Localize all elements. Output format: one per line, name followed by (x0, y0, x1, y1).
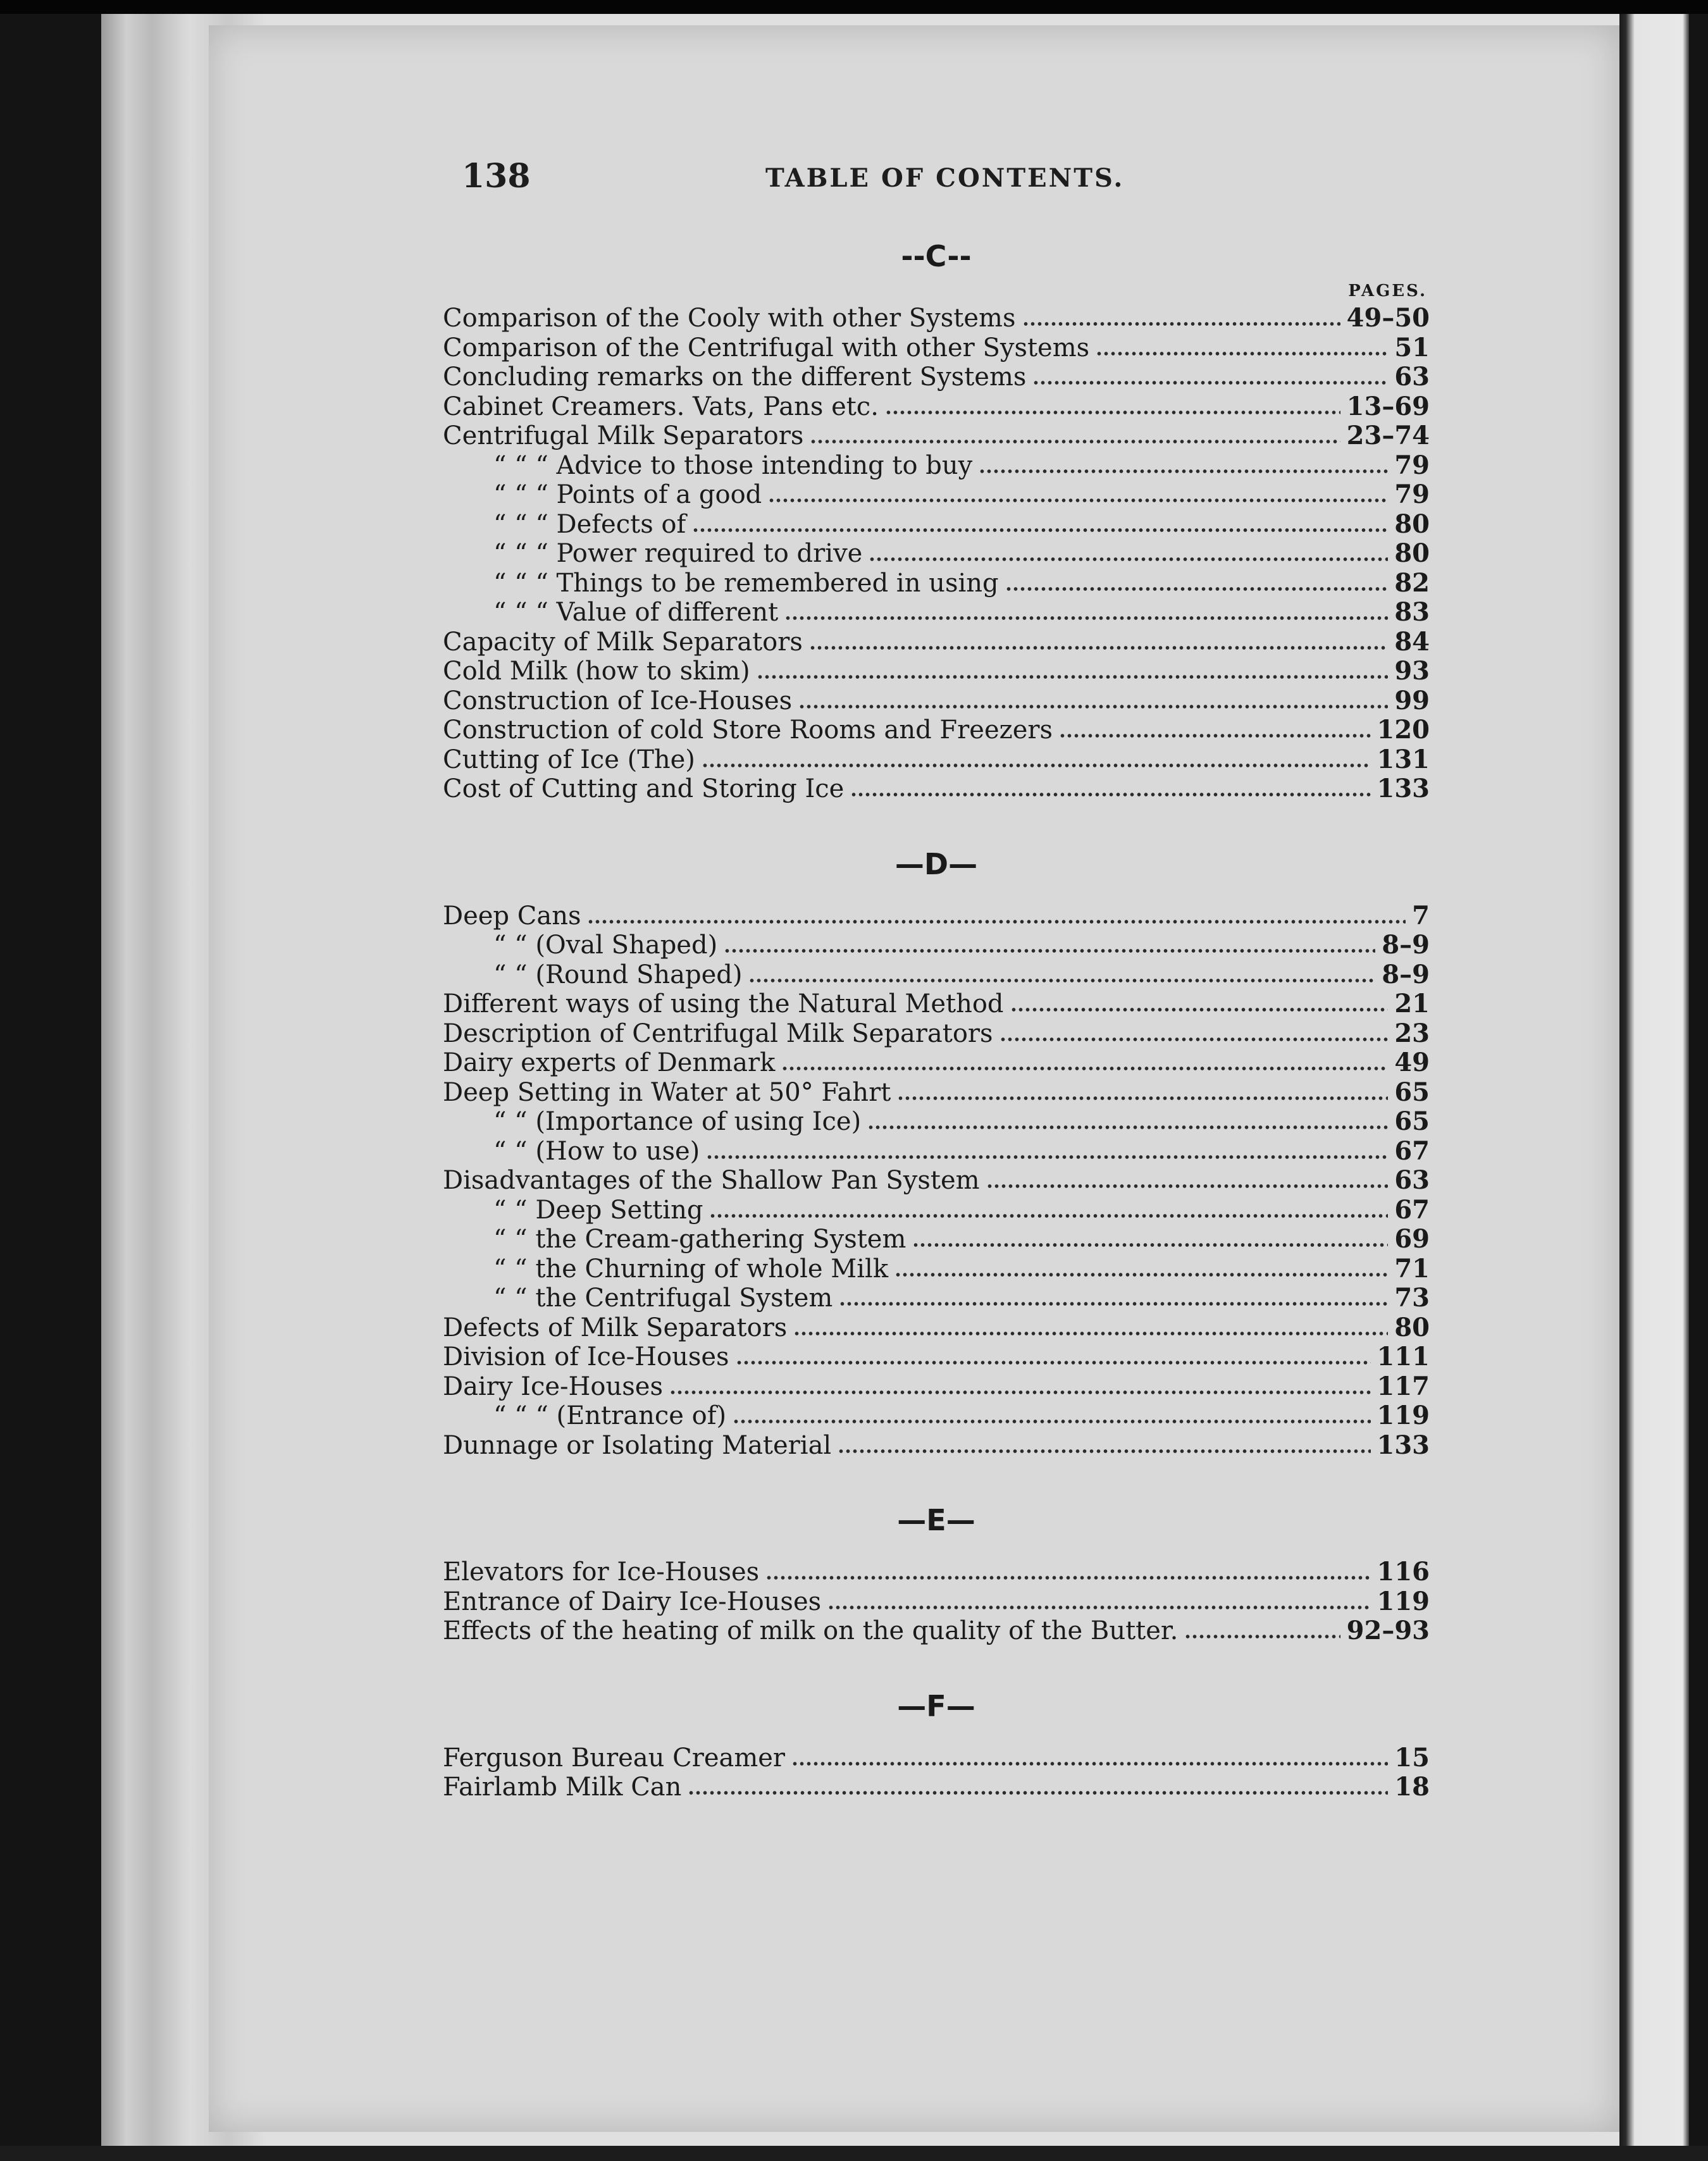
dot-leader (869, 556, 1388, 562)
toc-entry (443, 1743, 1430, 1773)
toc-entry (443, 510, 1430, 540)
toc-entry-page: 111 (1377, 1342, 1430, 1372)
dot-leader (791, 1761, 1388, 1767)
toc-entry-page: 18 (1394, 1772, 1430, 1802)
toc-entry (443, 1019, 1430, 1049)
toc-entry (443, 539, 1430, 569)
toc-entry-title: Defects of Milk Separators (443, 1313, 788, 1342)
dot-leader (867, 1124, 1388, 1130)
dot-leader (709, 1213, 1388, 1219)
toc-entry-title: Fairlamb Milk Can (443, 1773, 682, 1802)
toc-entry-page: 117 (1377, 1371, 1430, 1401)
toc-entry-page: 83 (1394, 597, 1430, 627)
toc-entry-title: “ “ “ Defects of (493, 509, 686, 539)
toc-entry-title: “ “ (Round Shaped) (493, 960, 743, 989)
dot-leader (986, 1183, 1389, 1189)
dot-leader (781, 1065, 1388, 1072)
toc-entry-title: “ “ “ Points of a good (493, 480, 762, 509)
toc-entry-page: 21 (1394, 989, 1430, 1019)
toc-entry (443, 598, 1430, 628)
toc-entry (443, 657, 1430, 686)
toc-entry (443, 686, 1430, 716)
dot-leader (839, 1301, 1388, 1307)
toc-entry-title: “ “ (Oval Shaped) (493, 931, 718, 960)
toc-entry-page: 63 (1394, 1165, 1430, 1195)
dot-leader (736, 1359, 1371, 1366)
toc-entry-title: Deep Cans (443, 901, 581, 931)
scan-top-edge (0, 0, 1708, 14)
toc-entry-title: Dairy experts of Denmark (443, 1048, 776, 1077)
toc-entry (443, 304, 1430, 333)
toc-entry (443, 1557, 1430, 1587)
section-f-entries (443, 1743, 1430, 1802)
toc-entry-page: 80 (1394, 509, 1430, 539)
toc-entry (443, 960, 1430, 990)
toc-entry-page: 8–9 (1382, 930, 1430, 960)
section-c-entries (443, 304, 1430, 804)
toc-entry-page: 93 (1394, 656, 1430, 686)
toc-entry-title: “ “ (How to use) (493, 1136, 700, 1166)
dot-leader (838, 1448, 1370, 1454)
toc-entry (443, 989, 1430, 1019)
toc-entry-title: “ “ the Centrifugal System (493, 1284, 833, 1313)
toc-entry-page: 116 (1377, 1557, 1430, 1587)
toc-entry-title: “ “ (Importance of using Ice) (493, 1107, 862, 1136)
toc-entry-page: 92–93 (1346, 1616, 1430, 1645)
toc-entry (443, 774, 1430, 804)
toc-entry-title: Elevators for Ice-Houses (443, 1557, 760, 1587)
toc-entry-title: Concluding remarks on the different Systems (443, 362, 1027, 392)
running-title: TABLE OF CONTENTS. (765, 163, 1125, 193)
toc-entry (443, 1372, 1430, 1402)
toc-entry (443, 1225, 1430, 1254)
toc-entry (443, 1254, 1430, 1284)
dot-leader (1059, 733, 1370, 739)
toc-entry (443, 392, 1430, 422)
dot-leader (669, 1389, 1371, 1396)
toc-entry-page: 119 (1377, 1586, 1430, 1616)
toc-entry-page: 67 (1394, 1194, 1430, 1225)
dot-leader (706, 1154, 1388, 1160)
toc-entry-page: 49 (1394, 1048, 1430, 1077)
toc-entry (443, 1431, 1430, 1461)
toc-entry (443, 1048, 1430, 1078)
dot-leader (1010, 1006, 1389, 1013)
toc-entry (443, 745, 1430, 775)
dot-leader (784, 615, 1388, 621)
dot-leader (1022, 321, 1340, 327)
toc-entry-page: 23–74 (1346, 421, 1430, 450)
toc-entry-title: Construction of cold Store Rooms and Freezers (443, 715, 1053, 745)
toc-entry (443, 451, 1430, 481)
section-heading-e: —E— (897, 1503, 975, 1537)
toc-entry (443, 362, 1430, 392)
toc-entry-title: Comparison of the Centrifugal with other Systems (443, 333, 1090, 362)
toc-entry-title: Construction of Ice-Houses (443, 686, 793, 715)
toc-entry (443, 569, 1430, 598)
toc-entry (443, 480, 1430, 510)
dot-leader (850, 791, 1370, 798)
toc-entry-title: “ “ Deep Setting (493, 1195, 703, 1225)
toc-entry-title: “ “ “ (Entrance of) (493, 1401, 727, 1430)
toc-entry-page: 65 (1394, 1106, 1430, 1136)
toc-entry-page: 82 (1394, 567, 1430, 598)
section-e-entries (443, 1557, 1430, 1646)
toc-entry (443, 1587, 1430, 1617)
section-d-entries (443, 901, 1430, 1461)
toc-entry (443, 1773, 1430, 1802)
dot-leader (768, 497, 1388, 504)
toc-entry-title: Centrifugal Milk Separators (443, 421, 804, 450)
dot-leader (692, 527, 1388, 533)
toc-entry-title: Different ways of using the Natural Method (443, 989, 1004, 1019)
toc-entry (443, 1078, 1430, 1108)
toc-entry-page: 133 (1377, 774, 1430, 803)
toc-entry-page: 7 (1412, 900, 1430, 931)
toc-entry-page: 63 (1394, 362, 1430, 392)
toc-entry-page: 80 (1394, 538, 1430, 568)
dot-leader (748, 977, 1375, 984)
toc-entry-page: 67 (1394, 1136, 1430, 1166)
toc-entry-page: 51 (1394, 332, 1430, 362)
section-heading-c: --C-- (901, 239, 972, 273)
dot-leader (724, 948, 1375, 954)
dot-leader (1032, 380, 1388, 386)
toc-entry-title: Cold Milk (how to skim) (443, 657, 750, 686)
toc-entry (443, 333, 1430, 363)
toc-entry-page: 79 (1394, 450, 1430, 480)
dot-leader (809, 645, 1388, 651)
toc-entry-title: “ “ the Churning of whole Milk (493, 1254, 889, 1284)
dot-leader (1096, 350, 1388, 357)
toc-entry-page: 120 (1377, 715, 1430, 745)
dot-leader (688, 1790, 1388, 1796)
section-heading-d: —D— (894, 846, 978, 881)
dot-leader (757, 674, 1389, 680)
dot-leader (897, 1095, 1388, 1101)
toc-entry (443, 1284, 1430, 1313)
toc-entry-title: “ “ “ Value of different (493, 598, 779, 627)
toc-entry (443, 421, 1430, 451)
toc-entry-page: 79 (1394, 480, 1430, 509)
toc-entry-title: Description of Centrifugal Milk Separators (443, 1019, 993, 1048)
toc-entry-title: Dairy Ice-Houses (443, 1372, 663, 1401)
toc-entry-page: 84 (1394, 626, 1430, 657)
toc-entry-title: Effects of the heating of milk on the quality of the Butter. (443, 1616, 1179, 1645)
dot-leader (810, 438, 1340, 445)
toc-entry-title: “ “ the Cream-gathering System (493, 1225, 907, 1254)
dot-leader (894, 1272, 1388, 1278)
dot-leader (1005, 586, 1389, 592)
toc-entry-page: 49–50 (1346, 303, 1430, 333)
dot-leader (798, 703, 1388, 710)
dot-leader (979, 468, 1388, 474)
toc-entry-page: 69 (1394, 1224, 1430, 1254)
toc-entry-page: 119 (1377, 1401, 1430, 1430)
toc-entry (443, 931, 1430, 960)
dot-leader (1184, 1633, 1340, 1640)
toc-entry-title: Capacity of Milk Separators (443, 627, 803, 657)
toc-entry (443, 628, 1430, 657)
toc-entry-title: Deep Setting in Water at 50° Fahrt (443, 1077, 891, 1107)
toc-entry-title: Ferguson Bureau Creamer (443, 1743, 786, 1773)
toc-entry-page: 13–69 (1346, 391, 1430, 421)
toc-entry-page: 65 (1394, 1077, 1430, 1107)
toc-entry-title: Comparison of the Cooly with other Systems (443, 304, 1016, 333)
toc-entry-page: 71 (1394, 1253, 1430, 1284)
section-heading-f: —F— (897, 1688, 975, 1723)
toc-entry-page: 99 (1394, 685, 1430, 715)
toc-entry-page: 80 (1394, 1312, 1430, 1342)
dot-leader (765, 1575, 1370, 1581)
toc-entry-title: Dunnage or Isolating Material (443, 1430, 832, 1460)
toc-entry (443, 1137, 1430, 1167)
toc-entry-title: Cabinet Creamers. Vats, Pans etc. (443, 392, 879, 421)
toc-entry-title: “ “ “ Advice to those intending to buy (493, 450, 973, 480)
toc-entry (443, 901, 1430, 931)
toc-entry-title: Cutting of Ice (The) (443, 745, 695, 774)
toc-entry (443, 1616, 1430, 1646)
toc-entry (443, 1196, 1430, 1225)
dot-leader (587, 919, 1406, 925)
page-number: 138 (462, 157, 531, 195)
toc-entry-title: Division of Ice-Houses (443, 1342, 729, 1372)
toc-entry (443, 1313, 1430, 1343)
toc-entry (443, 1107, 1430, 1137)
dot-leader (702, 762, 1371, 769)
toc-entry (443, 1166, 1430, 1196)
dot-leader (793, 1330, 1388, 1337)
toc-entry-page: 23 (1394, 1018, 1430, 1048)
table-of-contents (443, 234, 1430, 1802)
dot-leader (827, 1604, 1370, 1611)
toc-entry-page: 15 (1394, 1742, 1430, 1773)
toc-entry (443, 1342, 1430, 1372)
dot-leader (999, 1036, 1389, 1043)
dot-leader (912, 1242, 1388, 1248)
toc-entry-page: 133 (1377, 1430, 1430, 1460)
toc-entry-title: “ “ “ Things to be remembered in using (493, 568, 999, 598)
page-header (462, 157, 1430, 201)
facing-page-edge (1619, 14, 1689, 2146)
toc-entry-title: “ “ “ Power required to drive (493, 539, 863, 568)
toc-entry-page: 73 (1394, 1283, 1430, 1313)
toc-entry-page: 8–9 (1382, 959, 1430, 989)
toc-entry (443, 715, 1430, 745)
toc-entry (443, 1401, 1430, 1431)
toc-entry-title: Disadvantages of the Shallow Pan System (443, 1166, 980, 1195)
toc-entry-page: 131 (1377, 744, 1430, 774)
toc-entry-title: Cost of Cutting and Storing Ice (443, 774, 845, 803)
pages-column-label: PAGES. (1348, 282, 1427, 300)
dot-leader (885, 409, 1340, 416)
dot-leader (733, 1418, 1370, 1425)
toc-entry-title: Entrance of Dairy Ice-Houses (443, 1587, 822, 1616)
scan-bottom-edge (0, 2146, 1708, 2161)
